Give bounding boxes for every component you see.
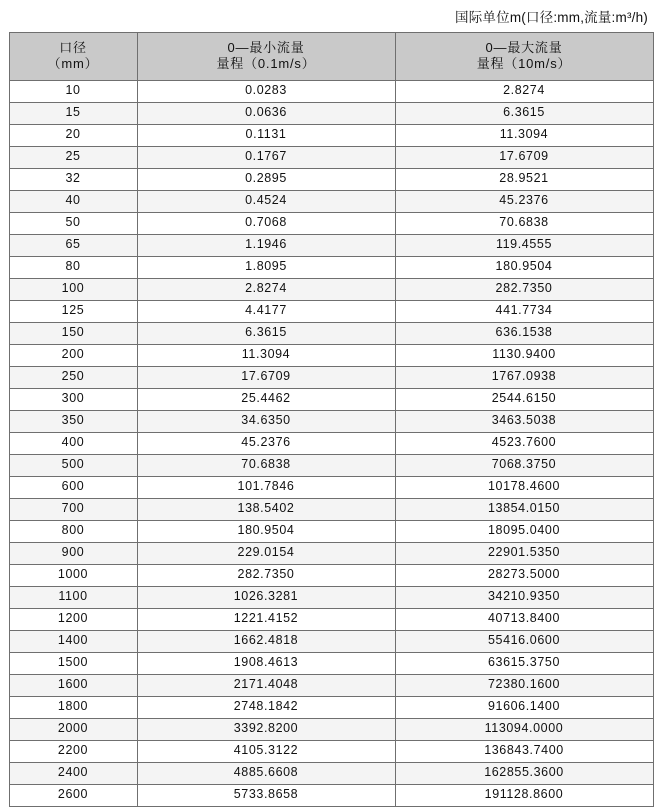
cell-diameter: 1600 [9,674,137,696]
cell-max-flow: 3463.5038 [395,410,653,432]
cell-diameter: 250 [9,366,137,388]
table-row [9,564,653,586]
cell-diameter: 1200 [9,608,137,630]
table-row [9,388,653,410]
cell-diameter: 700 [9,498,137,520]
cell-diameter: 50 [9,212,137,234]
cell-diameter: 20 [9,124,137,146]
table-caption: 国际单位m(口径:mm,流量:m³/h) [455,10,648,25]
cell-min-flow: 17.6709 [137,366,395,388]
cell-max-flow: 22901.5350 [395,542,653,564]
cell-max-flow: 1767.0938 [395,366,653,388]
cell-max-flow: 18095.0400 [395,520,653,542]
cell-min-flow: 11.3094 [137,344,395,366]
table-row [9,366,653,388]
cell-min-flow: 4.4177 [137,300,395,322]
column-header-min-flow: 0—最小流量 量程（0.1m/s） [137,33,395,81]
table-row [9,322,653,344]
cell-max-flow: 28273.5000 [395,564,653,586]
cell-diameter: 32 [9,168,137,190]
table-row [9,454,653,476]
cell-diameter: 10 [9,80,137,102]
cell-max-flow: 72380.1600 [395,674,653,696]
cell-min-flow: 4105.3122 [137,740,395,762]
cell-max-flow: 2.8274 [395,80,653,102]
cell-min-flow: 1.8095 [137,256,395,278]
cell-diameter: 25 [9,146,137,168]
table-row [9,762,653,784]
cell-diameter: 15 [9,102,137,124]
table-header-row [9,33,653,81]
cell-diameter: 40 [9,190,137,212]
cell-min-flow: 0.1131 [137,124,395,146]
cell-max-flow: 34210.9350 [395,586,653,608]
cell-min-flow: 45.2376 [137,432,395,454]
cell-min-flow: 282.7350 [137,564,395,586]
table-row [9,168,653,190]
cell-min-flow: 229.0154 [137,542,395,564]
table-row [9,542,653,564]
cell-max-flow: 636.1538 [395,322,653,344]
cell-min-flow: 6.3615 [137,322,395,344]
cell-diameter: 2200 [9,740,137,762]
cell-max-flow: 28.9521 [395,168,653,190]
cell-max-flow: 119.4555 [395,234,653,256]
table-row [9,784,653,806]
cell-min-flow: 101.7846 [137,476,395,498]
table-row [9,278,653,300]
cell-min-flow: 138.5402 [137,498,395,520]
cell-diameter: 1800 [9,696,137,718]
cell-min-flow: 3392.8200 [137,718,395,740]
cell-diameter: 1500 [9,652,137,674]
cell-diameter: 900 [9,542,137,564]
cell-min-flow: 5733.8658 [137,784,395,806]
column-header-diameter: 口径 （mm） [9,33,137,81]
cell-diameter: 125 [9,300,137,322]
cell-min-flow: 2171.4048 [137,674,395,696]
table-row [9,608,653,630]
cell-min-flow: 1662.4818 [137,630,395,652]
cell-max-flow: 63615.3750 [395,652,653,674]
cell-max-flow: 55416.0600 [395,630,653,652]
table-row [9,432,653,454]
cell-diameter: 400 [9,432,137,454]
table-row [9,80,653,102]
table-row [9,102,653,124]
table-row [9,674,653,696]
cell-min-flow: 2748.1842 [137,696,395,718]
cell-max-flow: 10178.4600 [395,476,653,498]
cell-min-flow: 25.4462 [137,388,395,410]
table-row [9,234,653,256]
cell-min-flow: 4885.6608 [137,762,395,784]
cell-diameter: 2400 [9,762,137,784]
table-body [9,80,653,806]
cell-min-flow: 0.0283 [137,80,395,102]
table-row [9,740,653,762]
cell-min-flow: 34.6350 [137,410,395,432]
cell-min-flow: 1.1946 [137,234,395,256]
cell-max-flow: 180.9504 [395,256,653,278]
cell-max-flow: 45.2376 [395,190,653,212]
cell-diameter: 100 [9,278,137,300]
table-row [9,696,653,718]
cell-min-flow: 1908.4613 [137,652,395,674]
cell-max-flow: 282.7350 [395,278,653,300]
cell-max-flow: 6.3615 [395,102,653,124]
table-header [9,33,653,81]
table-row [9,300,653,322]
table-row [9,146,653,168]
cell-max-flow: 2544.6150 [395,388,653,410]
cell-min-flow: 70.6838 [137,454,395,476]
table-row [9,344,653,366]
table-row [9,476,653,498]
cell-min-flow: 0.7068 [137,212,395,234]
cell-max-flow: 70.6838 [395,212,653,234]
table-row [9,652,653,674]
cell-diameter: 200 [9,344,137,366]
cell-diameter: 2600 [9,784,137,806]
cell-min-flow: 0.0636 [137,102,395,124]
cell-min-flow: 1221.4152 [137,608,395,630]
cell-diameter: 1000 [9,564,137,586]
cell-min-flow: 1026.3281 [137,586,395,608]
table-row [9,586,653,608]
cell-max-flow: 17.6709 [395,146,653,168]
cell-max-flow: 191128.8600 [395,784,653,806]
cell-min-flow: 0.1767 [137,146,395,168]
cell-diameter: 65 [9,234,137,256]
table-row [9,498,653,520]
cell-max-flow: 1130.9400 [395,344,653,366]
table-row [9,124,653,146]
flow-range-table [9,32,654,807]
cell-max-flow: 11.3094 [395,124,653,146]
cell-max-flow: 441.7734 [395,300,653,322]
cell-min-flow: 0.4524 [137,190,395,212]
cell-diameter: 500 [9,454,137,476]
cell-diameter: 80 [9,256,137,278]
table-row [9,718,653,740]
cell-max-flow: 40713.8400 [395,608,653,630]
cell-max-flow: 113094.0000 [395,718,653,740]
cell-max-flow: 7068.3750 [395,454,653,476]
cell-min-flow: 0.2895 [137,168,395,190]
table-row [9,190,653,212]
table-row [9,630,653,652]
cell-diameter: 350 [9,410,137,432]
table-row [9,410,653,432]
cell-min-flow: 2.8274 [137,278,395,300]
table-row [9,520,653,542]
cell-max-flow: 162855.3600 [395,762,653,784]
table-row [9,212,653,234]
cell-max-flow: 91606.1400 [395,696,653,718]
cell-diameter: 600 [9,476,137,498]
cell-max-flow: 136843.7400 [395,740,653,762]
cell-diameter: 300 [9,388,137,410]
cell-diameter: 1100 [9,586,137,608]
cell-max-flow: 13854.0150 [395,498,653,520]
cell-max-flow: 4523.7600 [395,432,653,454]
cell-min-flow: 180.9504 [137,520,395,542]
table-row [9,256,653,278]
cell-diameter: 150 [9,322,137,344]
column-header-max-flow: 0—最大流量 量程（10m/s） [395,33,653,81]
cell-diameter: 2000 [9,718,137,740]
cell-diameter: 1400 [9,630,137,652]
cell-diameter: 800 [9,520,137,542]
